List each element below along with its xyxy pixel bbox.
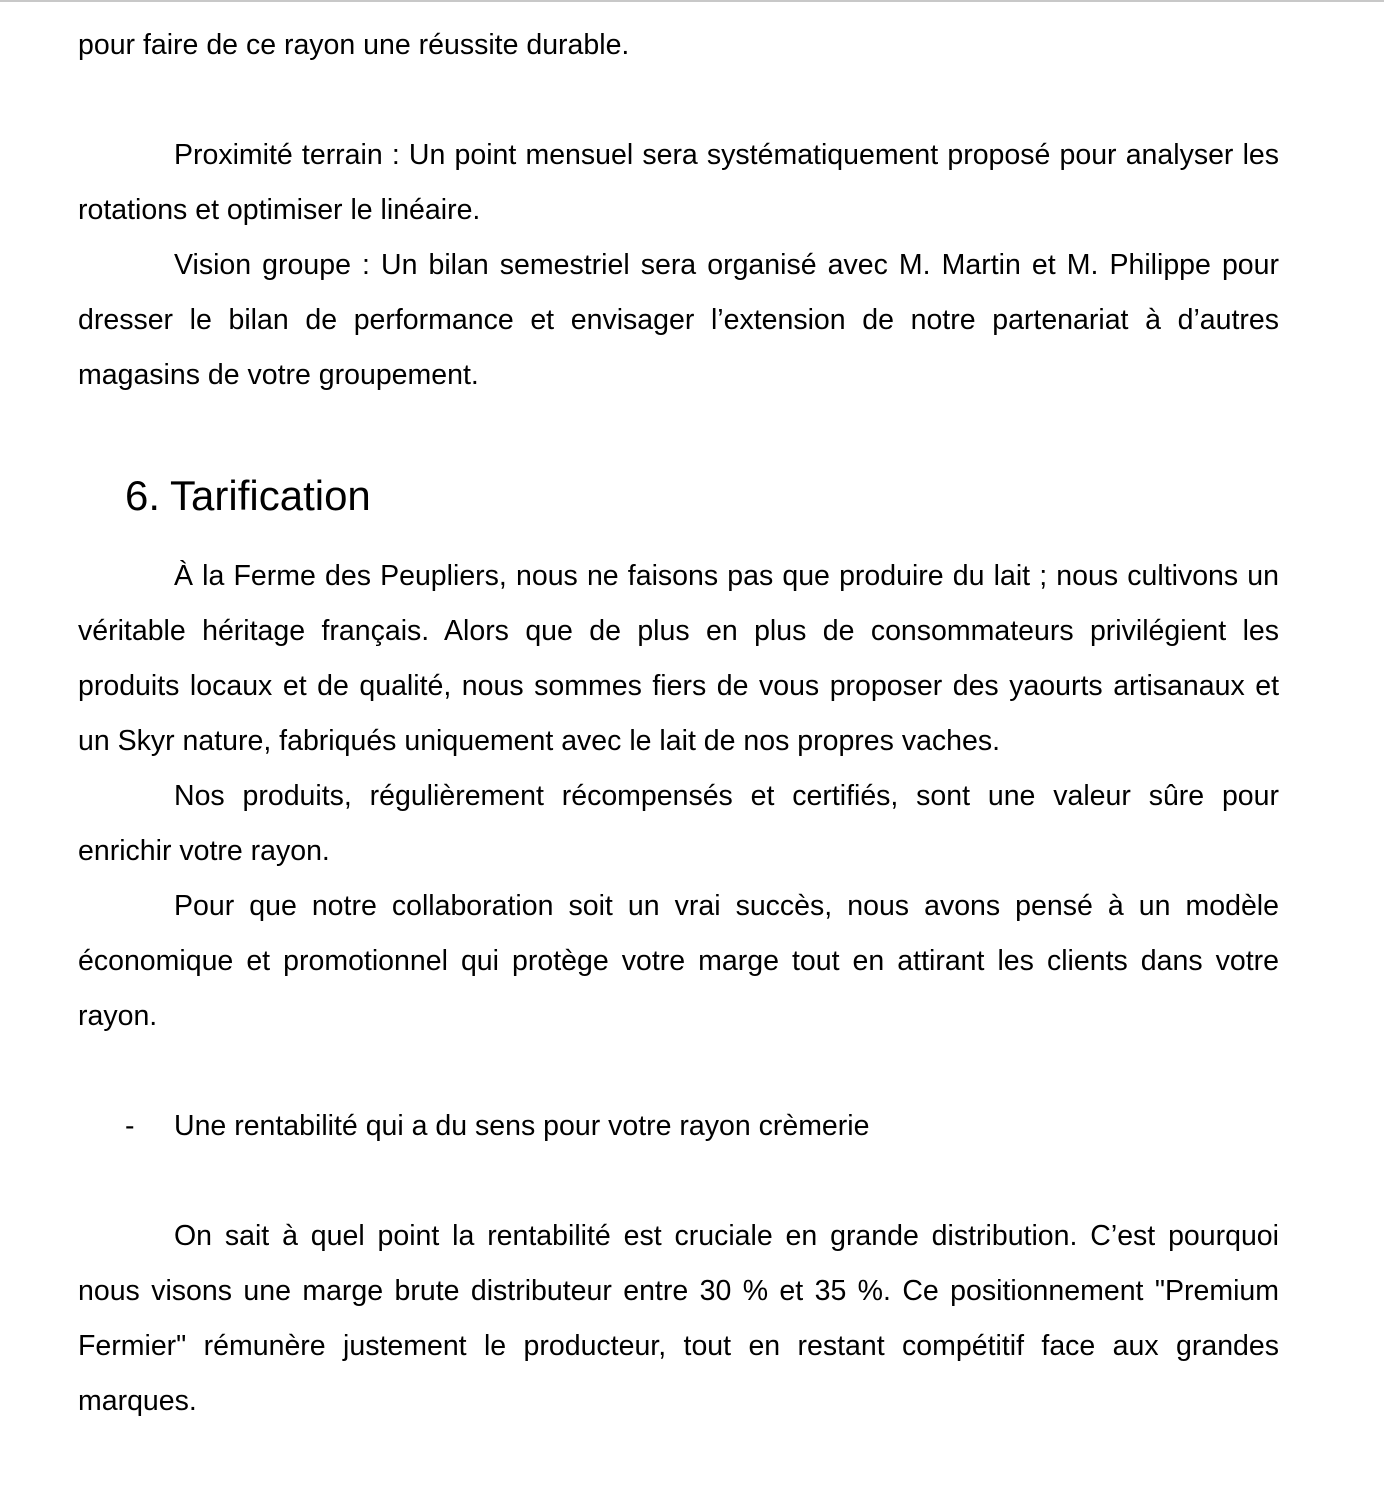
bullet-item bbox=[78, 1099, 1279, 1154]
section-number: 6. bbox=[125, 472, 161, 519]
paragraph-ferme-des-peupliers: À la Ferme des Peupliers, nous ne faisons pas que produire du lait ; nous cultivons un véritable héritage français. Alors que de plus en plus de consommateurs privilégient les produits locaux et de qualité, nous sommes fiers de vous proposer des yaourts artisanaux et un Skyr nature, fabriqués uniquement avec le lait de nos propres vaches. bbox=[78, 560, 1279, 757]
paragraph-spacer bbox=[78, 73, 1279, 128]
section-heading bbox=[78, 458, 1279, 549]
paragraph-produits: Nos produits, régulièrement récompensés et certifiés, sont une valeur sûre pour enrichir votre rayon. bbox=[78, 780, 1279, 867]
bullet-marker: - bbox=[125, 1110, 135, 1142]
paragraph-spacer bbox=[78, 1154, 1279, 1209]
document-page bbox=[78, 18, 1279, 1429]
page-top-divider bbox=[0, 0, 1384, 2]
paragraph-spacer bbox=[78, 403, 1279, 458]
bullet-text: Une rentabilité qui a du sens pour votre rayon crèmerie bbox=[174, 1110, 870, 1142]
paragraph-proximite-terrain: Proximité terrain : Un point mensuel sera systématiquement proposé pour analyser les rotations et optimiser le linéaire. bbox=[78, 139, 1279, 226]
paragraph-vision-groupe: Vision groupe : Un bilan semestriel sera organisé avec M. Martin et M. Philippe pour dresser le bilan de performance et envisager l’extension de notre partenariat à d’autres magasins de votre groupement. bbox=[78, 249, 1279, 391]
paragraph-collaboration: Pour que notre collaboration soit un vrai succès, nous avons pensé à un modèle économique et promotionnel qui protège votre marge tout en attirant les clients dans votre rayon. bbox=[78, 890, 1279, 1032]
paragraph-spacer bbox=[78, 1044, 1279, 1099]
paragraph-continuation: pour faire de ce rayon une réussite durable. bbox=[78, 29, 630, 61]
section-title: Tarification bbox=[170, 472, 371, 519]
paragraph-rentabilite: On sait à quel point la rentabilité est cruciale en grande distribution. C’est pourquoi nous visons une marge brute distributeur entre 30 % et 35 %. Ce positionnement "Premium Fermier" rémunère justement le producteur, tout en restant compétitif face aux grandes marques. bbox=[78, 1220, 1279, 1417]
